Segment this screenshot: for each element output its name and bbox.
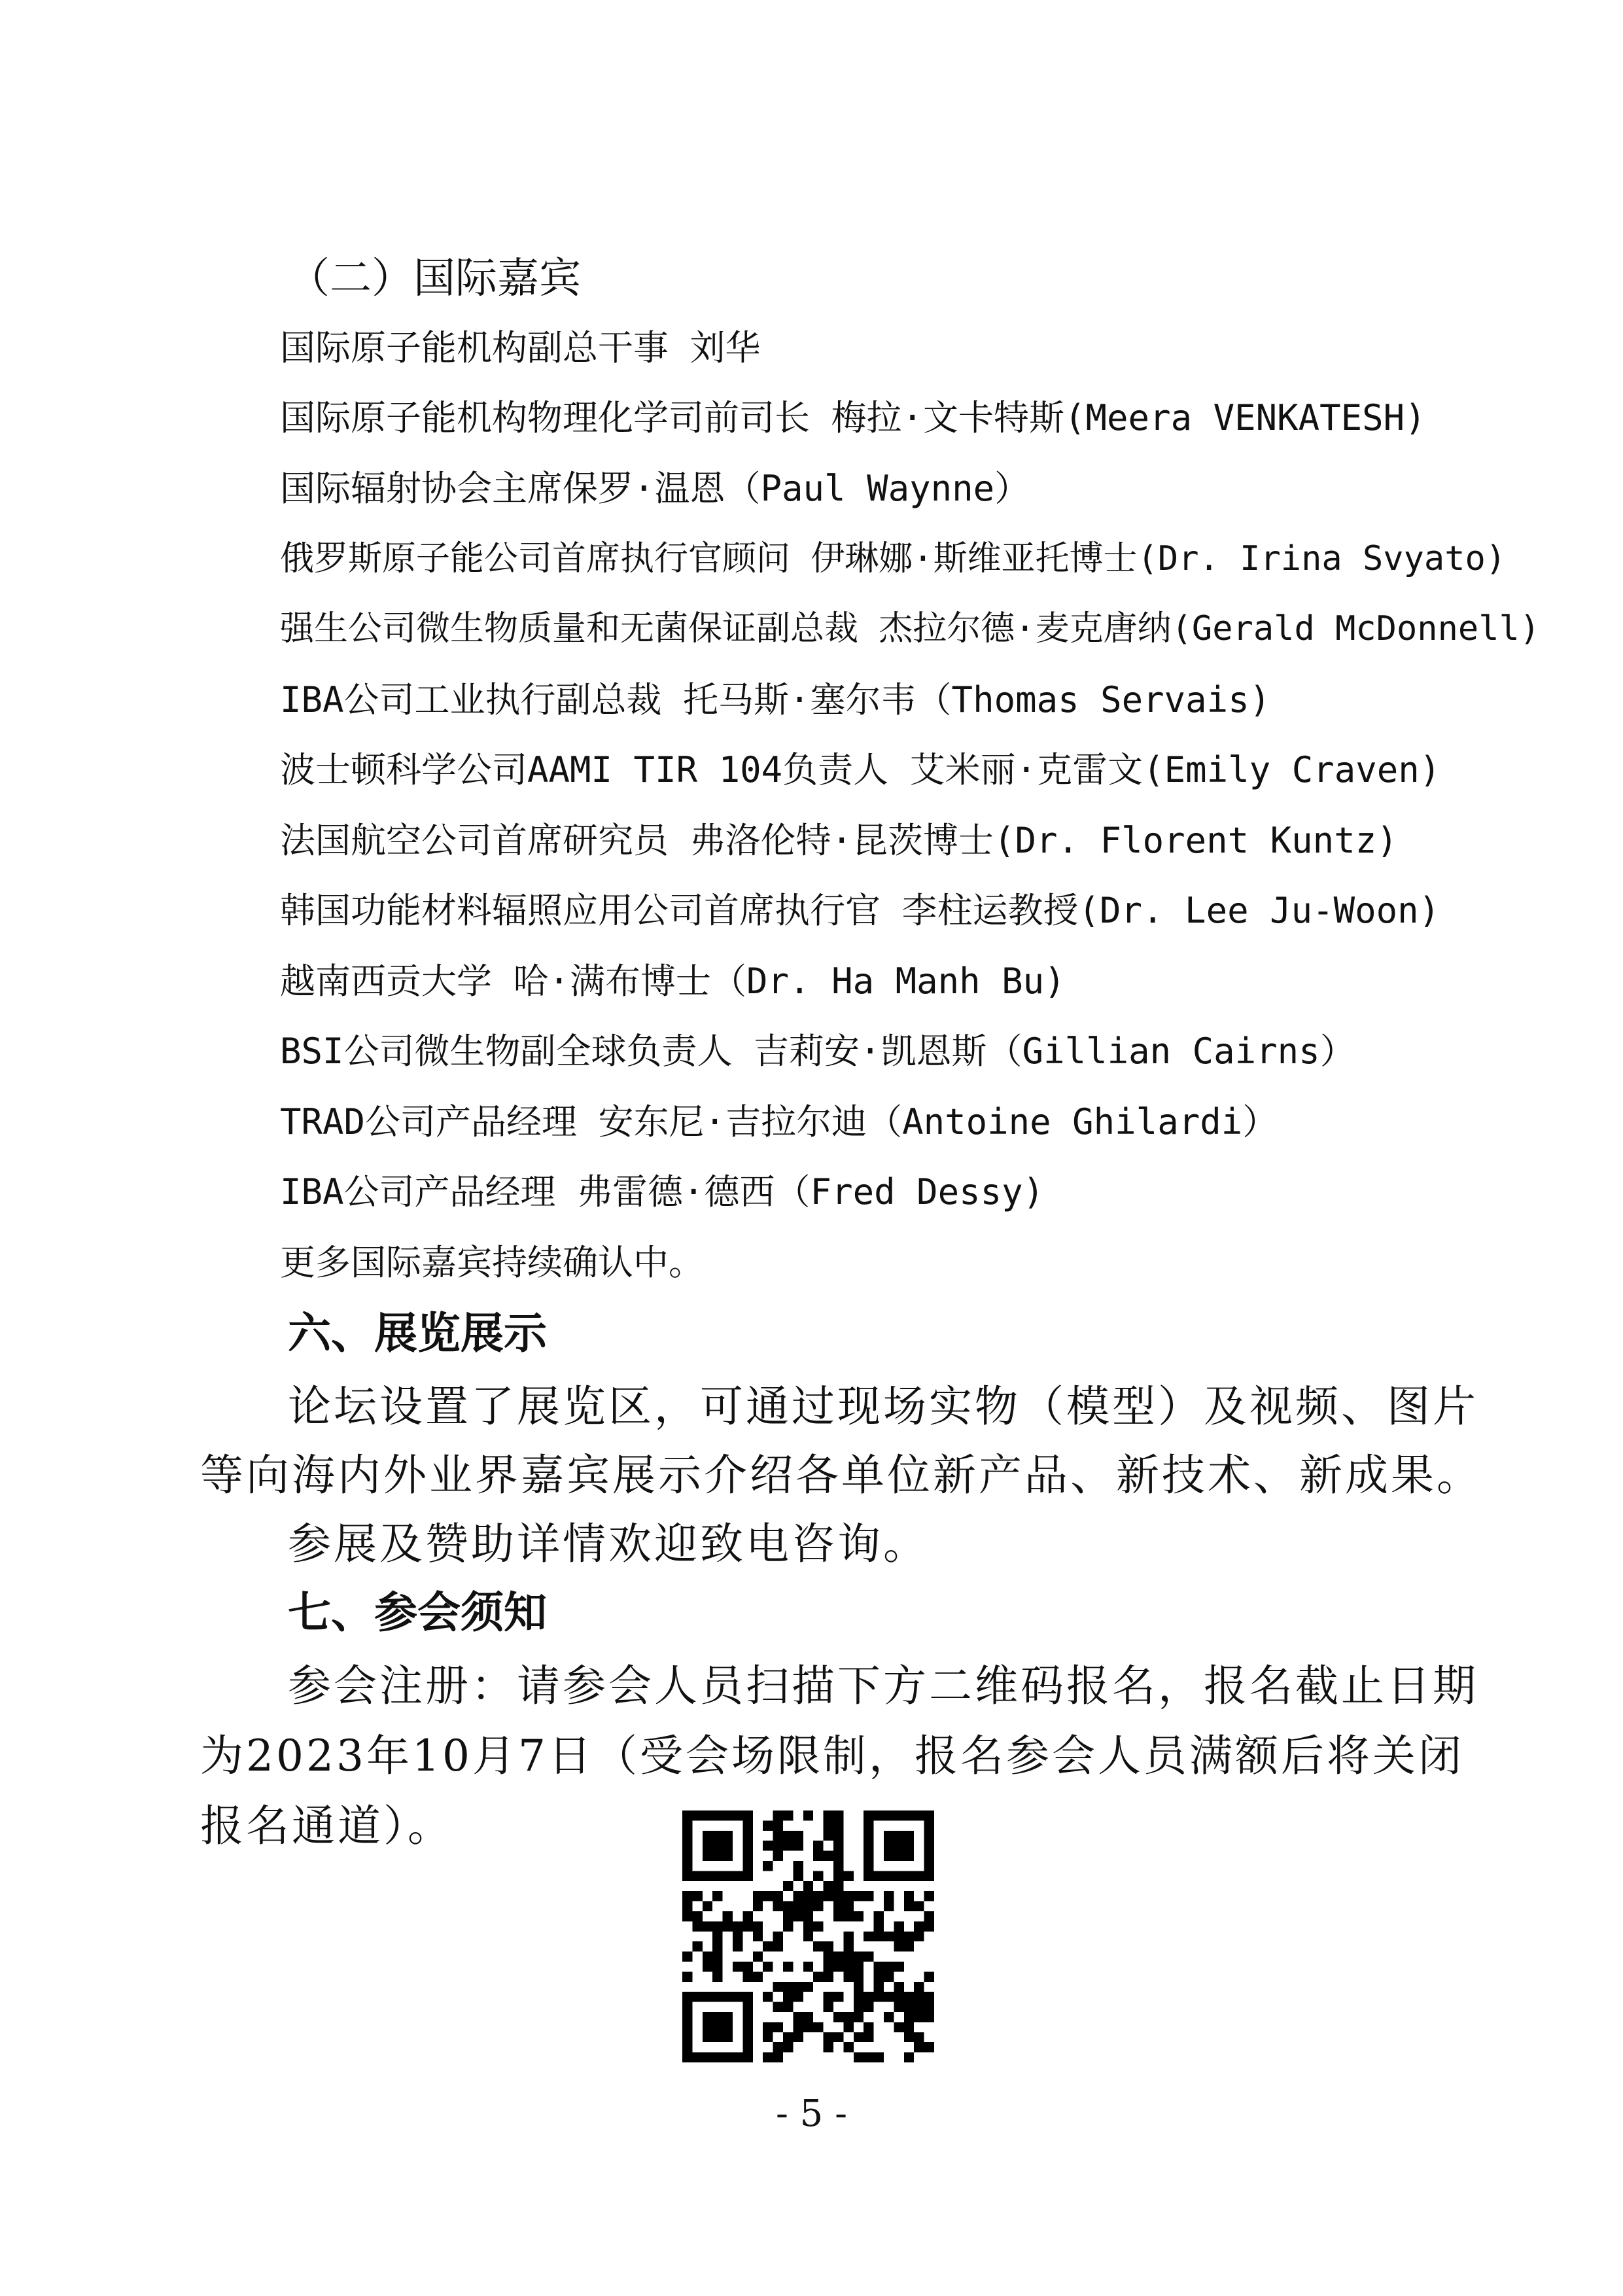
guest-line: 俄罗斯原子能公司首席执行官顾问 伊琳娜·斯维亚托博士(Dr. Irina Svyato) (280, 539, 1507, 578)
section-seven-heading: 七、参会须知 (288, 1587, 547, 1638)
page-number: - 5 - (775, 2093, 848, 2135)
guest-line: TRAD公司产品经理 安东尼·吉拉尔迪（Antoine Ghilardi） (280, 1101, 1278, 1142)
guest-line: 强生公司微生物质量和无菌保证副总裁 杰拉尔德·麦克唐纳(Gerald McDonnell) (280, 609, 1541, 648)
guest-line: 法国航空公司首席研究员 弗洛伦特·昆茨博士(Dr. Florent Kuntz) (280, 820, 1398, 861)
guest-line: BSI公司微生物副全球负责人 吉莉安·凯恩斯（Gillian Cairns） (280, 1031, 1355, 1072)
registration-line: 参会注册：请参会人员扫描下方二维码报名，报名截止日期 (288, 1661, 1478, 1711)
section-six-paragraph-line: 等向海内外业界嘉宾展示介绍各单位新产品、新技术、新成果。 (200, 1450, 1482, 1500)
guest-line: 国际辐射协会主席保罗·温恩（Paul Waynne） (280, 468, 1030, 509)
registration-line: 报名通道）。 (200, 1801, 453, 1851)
guest-line: 更多国际嘉宾持续确认中。 (280, 1242, 704, 1283)
guest-line: 越南西贡大学 哈·满布博士（Dr. Ha Manh Bu) (280, 961, 1066, 1002)
qr-code-icon[interactable] (682, 1810, 934, 2062)
guest-line: 韩国功能材料辐照应用公司首席执行官 李柱运教授(Dr. Lee Ju-Woon) (280, 890, 1440, 931)
guest-line: 国际原子能机构物理化学司前司长 梅拉·文卡特斯(Meera VENKATESH) (280, 397, 1426, 438)
section-six-contact-line: 参展及赞助详情欢迎致电咨询。 (288, 1519, 929, 1569)
guest-line: 国际原子能机构副总干事 刘华 (280, 327, 761, 368)
intl-guests-heading: （二）国际嘉宾 (288, 255, 581, 303)
guest-line: 波士顿科学公司AAMI TIR 104负责人 艾米丽·克雷文(Emily Craven) (280, 749, 1441, 790)
section-six-heading: 六、展览展示 (288, 1308, 547, 1358)
guest-line: IBA公司产品经理 弗雷德·德西（Fred Dessy) (280, 1171, 1045, 1212)
registration-line: 为2023年10月7日（受会场限制，报名参会人员满额后将关闭 (200, 1731, 1464, 1781)
section-six-paragraph-line: 论坛设置了展览区，可通过现场实物（模型）及视频、图片 (288, 1381, 1478, 1432)
guest-line: IBA公司工业执行副总裁 托马斯·塞尔韦（Thomas Servais) (280, 679, 1271, 720)
